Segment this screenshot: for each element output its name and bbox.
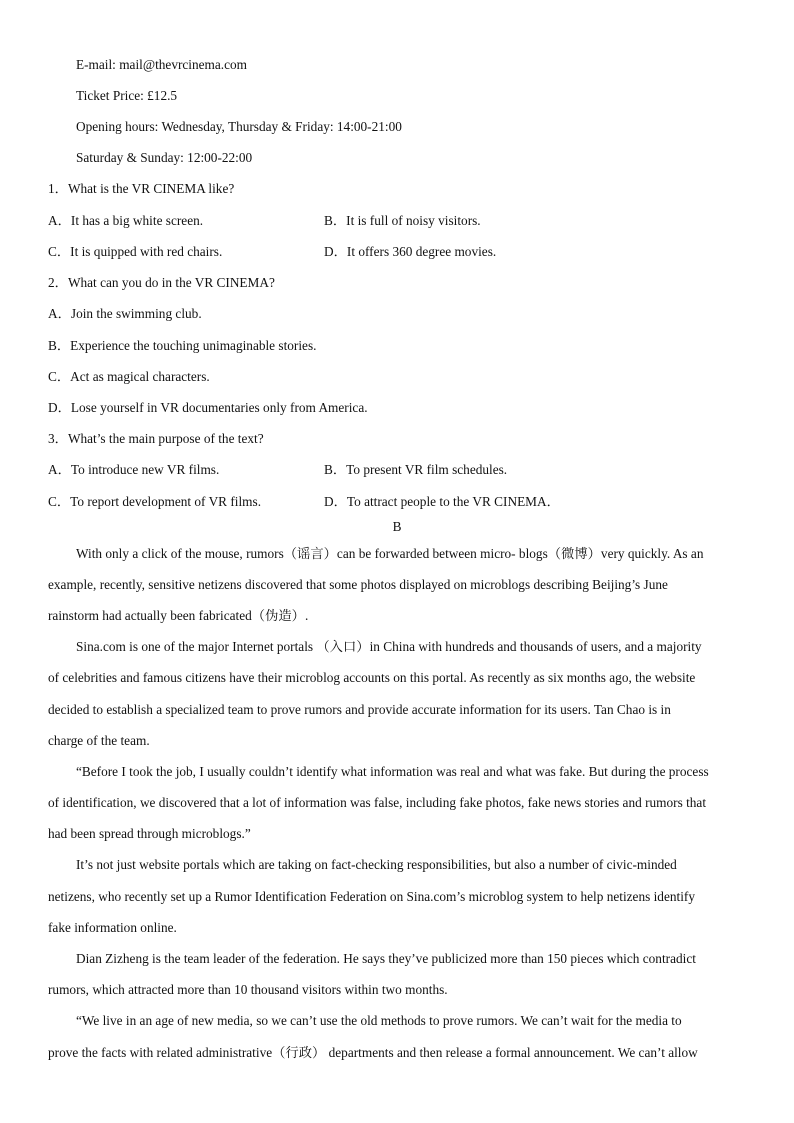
question-1-option-a[interactable]: A．It has a big white screen.: [48, 213, 204, 228]
question-3-option-c[interactable]: C．To report development of VR films.: [48, 494, 262, 509]
question-1-option-b[interactable]: B．It is full of noisy visitors.: [324, 213, 481, 228]
ticket-price-line: Ticket Price: £12.5: [76, 88, 178, 103]
passage-line: Sina.com is one of the major Internet portals （入口）in China with hundreds and thousands of users, and a majority: [76, 639, 702, 654]
passage-line: With only a click of the mouse, rumors（谣言）can be forwarded between micro- blogs（微博）very quickly. As an: [76, 546, 704, 561]
weekend-hours-line: Saturday & Sunday: 12:00-22:00: [76, 150, 253, 165]
passage-line: charge of the team.: [48, 733, 150, 748]
question-1-option-d[interactable]: D．It offers 360 degree movies.: [324, 244, 497, 259]
passage-line: decided to establish a specialized team to prove rumors and provide accurate information for its users. Tan Chao is in: [48, 702, 671, 717]
question-3-stem: 3．What’s the main purpose of the text?: [48, 431, 264, 446]
opening-hours-line: Opening hours: Wednesday, Thursday & Friday: 14:00-21:00: [76, 119, 402, 134]
passage-line: Dian Zizheng is the team leader of the federation. He says they’ve publicized more than 150 pieces which contradict: [76, 951, 696, 966]
question-3-option-b[interactable]: B．To present VR film schedules.: [324, 462, 508, 477]
passage-line: had been spread through microblogs.”: [48, 826, 251, 841]
question-2-option-a[interactable]: A．Join the swimming club.: [48, 306, 202, 321]
question-1-option-c[interactable]: C．It is quipped with red chairs.: [48, 244, 223, 259]
passage-line: fake information online.: [48, 920, 177, 935]
passage-line: “We live in an age of new media, so we can’t use the old methods to prove rumors. We can’t wait for the media to: [76, 1013, 682, 1028]
passage-line: rainstorm had actually been fabricated（伪造）.: [48, 608, 309, 623]
passage-line: “Before I took the job, I usually couldn’t identify what information was real and what was fake. But during the process: [76, 764, 709, 779]
passage-line: It’s not just website portals which are taking on fact-checking responsibilities, but also a number of civic-minded: [76, 857, 677, 872]
passage-line: rumors, which attracted more than 10 thousand visitors within two months.: [48, 982, 448, 997]
email-line: E-mail: mail@thevrcinema.com: [76, 57, 248, 72]
passage-line: netizens, who recently set up a Rumor Identification Federation on Sina.com’s microblog system to help netizens identify: [48, 889, 695, 904]
question-2-stem: 2．What can you do in the VR CINEMA?: [48, 275, 275, 290]
question-2-option-b[interactable]: B．Experience the touching unimaginable stories.: [48, 338, 317, 353]
passage-line: of celebrities and famous citizens have their microblog accounts on this portal. As recently as six months ago, the website: [48, 670, 696, 685]
passage-line: example, recently, sensitive netizens discovered that some photos displayed on microblogs describing Beijing’s June: [48, 577, 668, 592]
section-b-heading: B: [392, 519, 402, 534]
question-2-option-c[interactable]: C．Act as magical characters.: [48, 369, 210, 384]
question-3-option-d[interactable]: D．To attract people to the VR CINEMA．: [324, 494, 560, 509]
passage-line: of identification, we discovered that a lot of information was false, including fake photos, fake news stories and rumors that: [48, 795, 707, 810]
question-2-option-d[interactable]: D．Lose yourself in VR documentaries only from America.: [48, 400, 368, 415]
passage-line: prove the facts with related administrative（行政） departments and then release a formal announcement. We can’t allow: [48, 1045, 698, 1060]
question-1-stem: 1．What is the VR CINEMA like?: [48, 181, 235, 196]
question-3-option-a[interactable]: A．To introduce new VR films.: [48, 462, 220, 477]
